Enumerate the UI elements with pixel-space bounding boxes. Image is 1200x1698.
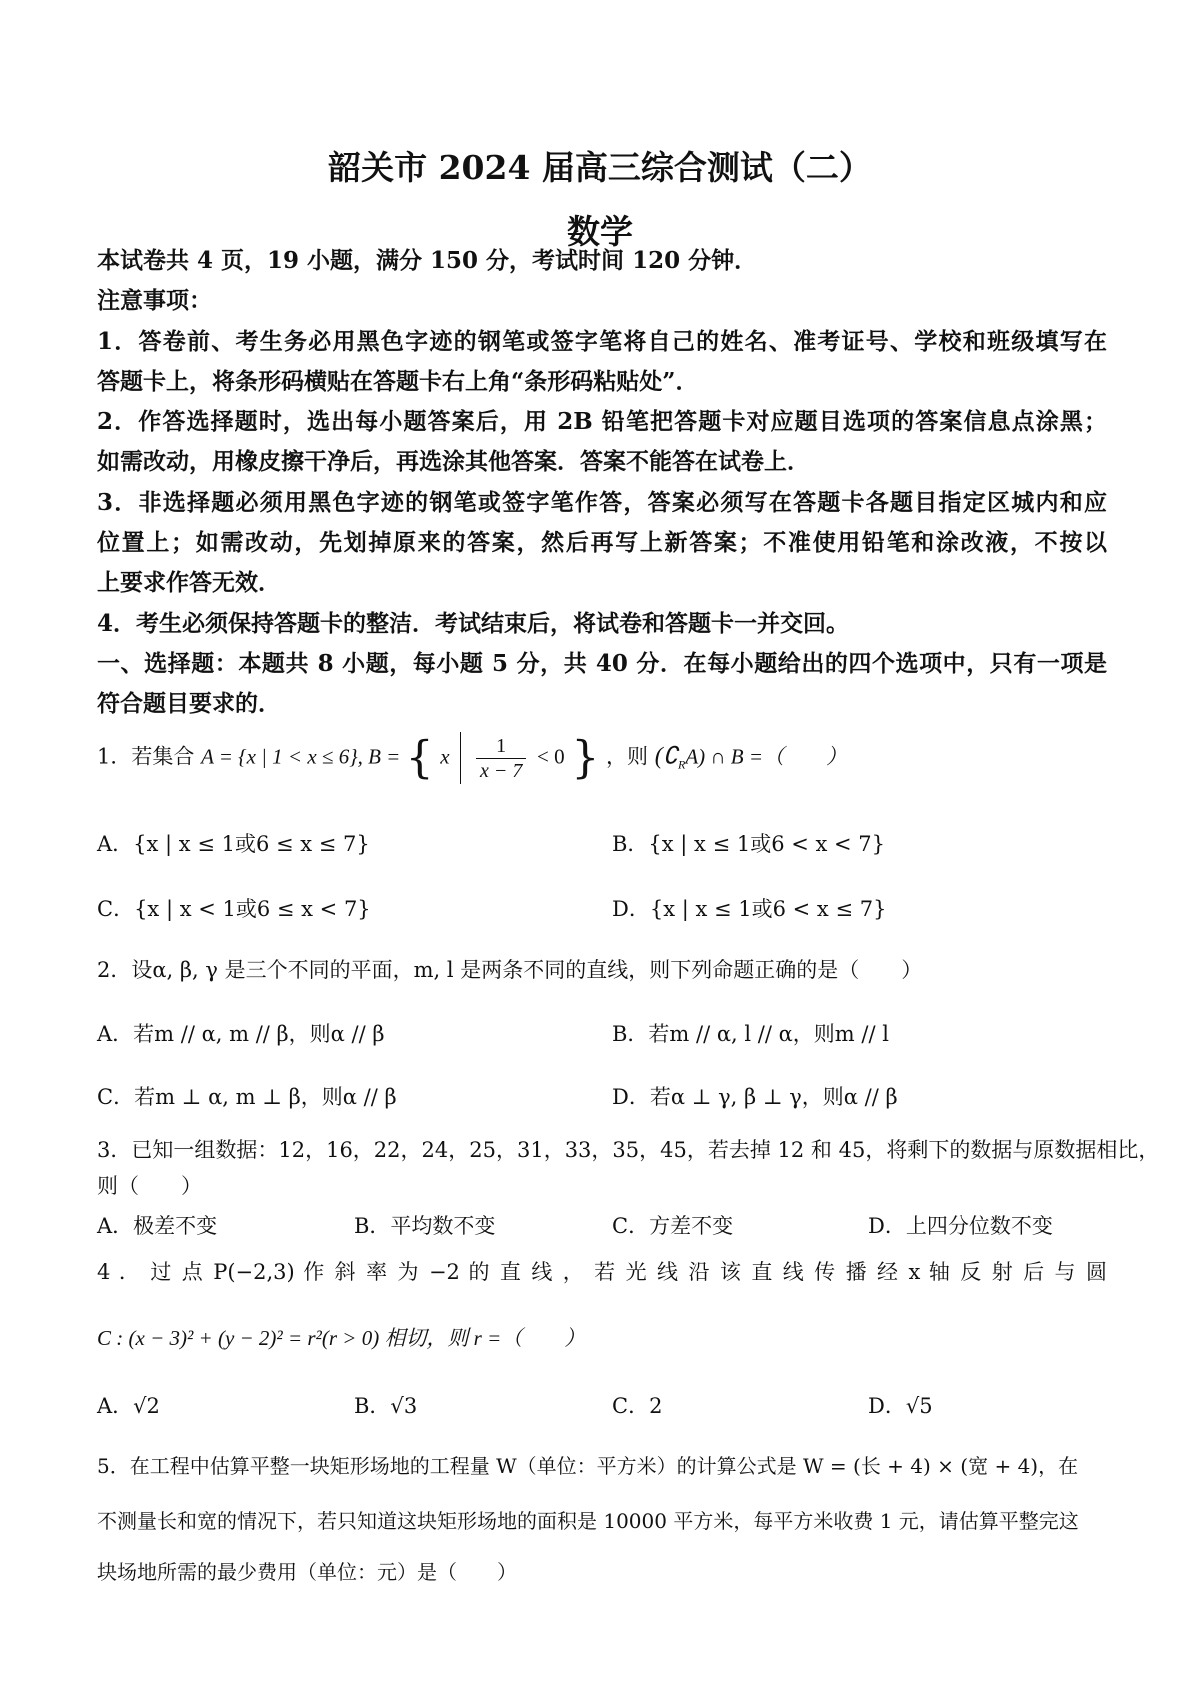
notice-line: 上要求作答无效．	[97, 569, 281, 596]
notice-line: 答题卡上，将条形码横贴在答题卡右上角“条形码粘贴处”．	[97, 368, 699, 395]
question-2-stem: 2．设α, β, γ 是三个不同的平面，m, l 是两条不同的直线，则下列命题正确的是（ ）	[97, 958, 923, 982]
q1-frac-den: x − 7	[479, 759, 523, 782]
question-1-stem	[97, 732, 847, 784]
q4-option-b: B．√3	[354, 1394, 418, 1418]
q1-brace-close: }	[571, 732, 600, 784]
q1-fraction	[476, 734, 526, 783]
q3-option-d: D．上四分位数不变	[868, 1214, 1053, 1238]
notice-line: 3．非选择题必须用黑色字迹的钢笔或签字笔作答，答案必须写在答题卡各题目指定区城内和应	[97, 489, 1107, 516]
notice-line: 位置上；如需改动，先划掉原来的答案，然后再写上新答案；不准使用铅笔和涂改液，不按以	[97, 529, 1107, 556]
q1-complement: (∁	[654, 743, 678, 770]
q1-tail: A) ∩ B =（ ）	[685, 744, 848, 769]
question-4-stem: 4 ． 过 点 P(−2,3) 作 斜 率 为 −2 的 直 线 ， 若 光 线 沿 该 直 线 传 播 经 x 轴 反 射 后 与 圆	[97, 1260, 1107, 1284]
q3-option-c: C．方差不变	[612, 1214, 734, 1238]
q2-option-a: A．若m // α, m // β，则α // β	[97, 1022, 385, 1046]
q1-prefix: 1．若集合	[97, 744, 195, 769]
q3-option-b: B．平均数不变	[354, 1214, 496, 1238]
notice-line: 2．作答选择题时，选出每小题答案后，用 2B 铅笔把答题卡对应题目选项的答案信息点涂黑；	[97, 408, 1107, 435]
q4-option-a: A．√2	[97, 1394, 160, 1418]
q4-option-c: C．2	[612, 1394, 663, 1418]
exam-subject: 数学	[567, 212, 633, 251]
q4-option-d: D．√5	[868, 1394, 933, 1418]
question-4-stem-end: C : (x − 3)² + (y − 2)² = r²(r > 0) 相切，则 r =（ ）	[97, 1326, 586, 1350]
q1-x-var: x	[440, 744, 450, 769]
exam-summary: 本试卷共 4 页，19 小题，满分 150 分，考试时间 120 分钟．	[97, 247, 758, 274]
question-5-stem: 5．在工程中估算平整一块矩形场地的工程量 W（单位：平方米）的计算公式是 W = (长 + 4) × (宽 + 4)，在	[97, 1454, 1079, 1478]
q1-divider	[460, 732, 461, 784]
q2-option-b: B．若m // α, l // α，则m // l	[612, 1022, 889, 1046]
section-heading: 符合题目要求的．	[97, 690, 281, 717]
q1-brace-open: {	[405, 732, 434, 784]
q1-option-c: C．{x | x < 1或6 ≤ x < 7}	[97, 897, 371, 921]
question-5-stem-3: 块场地所需的最少费用（单位：元）是（ ）	[97, 1560, 517, 1584]
notice-line: 4．考生必须保持答题卡的整洁．考试结束后，将试卷和答题卡一并交回。	[97, 610, 850, 637]
q1-suffix: ，则	[606, 744, 649, 769]
exam-title: 韶关市 2024 届高三综合测试（二）	[328, 148, 872, 187]
question-3-stem: 3．已知一组数据：12，16，22，24，25，31，33，35，45，若去掉 12 和 45，将剩下的数据与原数据相比，	[97, 1138, 1160, 1162]
question-5-stem-2: 不测量长和宽的情况下，若只知道这块矩形场地的面积是 10000 平方米，每平方米收费 1 元，请估算平整完这	[97, 1509, 1079, 1533]
q2-option-d: D．若α ⊥ γ, β ⊥ γ，则α // β	[612, 1085, 898, 1109]
q1-sub-r: R	[677, 757, 686, 772]
question-3-stem-end: 则（ ）	[97, 1174, 202, 1198]
q3-option-a: A．极差不变	[97, 1214, 218, 1238]
q1-lt-zero: < 0	[537, 744, 565, 769]
q1-option-d: D．{x | x ≤ 1或6 < x ≤ 7}	[612, 897, 887, 921]
q1-frac-num: 1	[476, 734, 526, 759]
notice-line: 1．答卷前、考生务必用黑色字迹的钢笔或签字笔将自己的姓名、准考证号、学校和班级填写在	[97, 328, 1107, 355]
q2-option-c: C．若m ⊥ α, m ⊥ β，则α // β	[97, 1085, 397, 1109]
notice-line: 如需改动，用橡皮擦干净后，再选涂其他答案．答案不能答在试卷上．	[97, 448, 810, 475]
q1-set-a: A = {x | 1 < x ≤ 6}, B =	[201, 744, 406, 769]
notice-title: 注意事项：	[97, 287, 212, 314]
q1-option-b: B．{x | x ≤ 1或6 < x < 7}	[612, 832, 886, 856]
q1-option-a: A．{x | x ≤ 1或6 ≤ x ≤ 7}	[97, 832, 370, 856]
section-heading: 一、选择题：本题共 8 小题，每小题 5 分，共 40 分．在每小题给出的四个选项中，只有一项是	[97, 650, 1107, 677]
